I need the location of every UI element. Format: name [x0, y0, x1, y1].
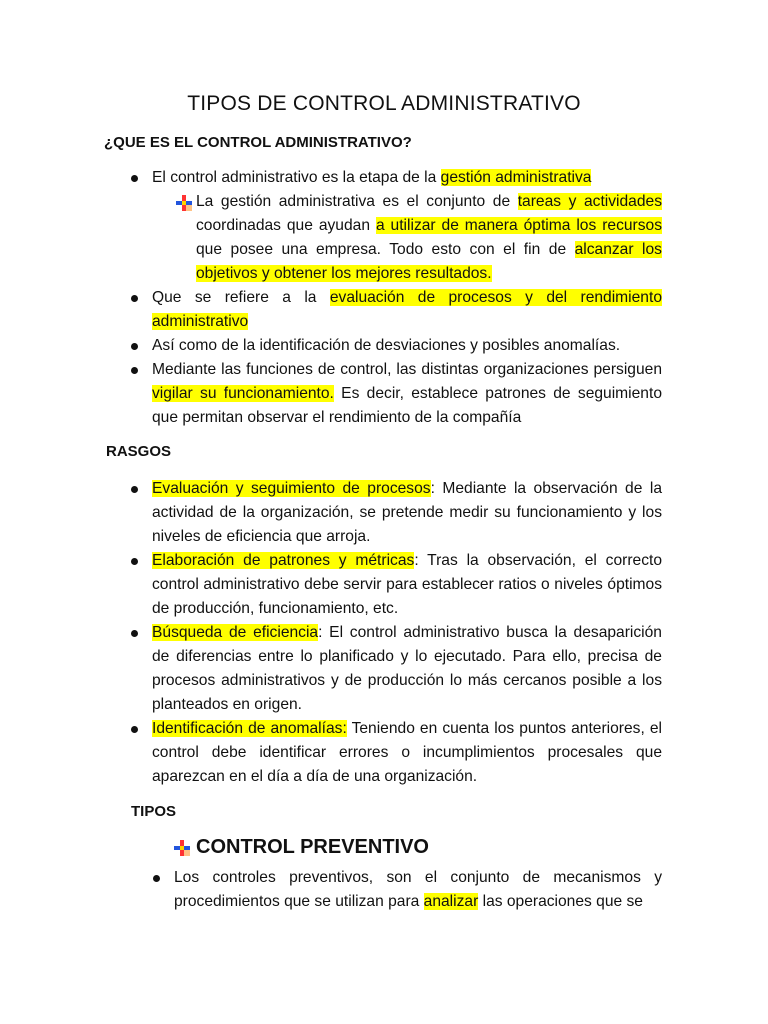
bullet-text: El control administrativo es la etapa de la — [152, 169, 441, 186]
highlighted-text: Elaboración de patrones y métricas — [152, 552, 415, 569]
list-item — [128, 286, 662, 334]
list-item — [128, 358, 662, 430]
highlighted-text: tareas y actividades — [517, 193, 662, 210]
sub-text: que posee una empresa. Todo esto con el fin de — [196, 241, 575, 258]
list-item — [150, 866, 662, 914]
section1-bullet-list — [128, 166, 662, 430]
bullet-text: Mediante las funciones de control, las distintas organizaciones persiguen — [152, 361, 662, 378]
section-heading-rasgos: RASGOS — [106, 443, 172, 460]
highlighted-text: Evaluación y seguimiento de procesos — [152, 480, 431, 497]
subsection-heading-control-preventivo — [172, 836, 429, 859]
highlighted-text: analizar — [423, 893, 479, 910]
sub-text: coordinadas que ayudan — [196, 217, 376, 234]
bullet-text: Que se refiere a la — [152, 289, 330, 306]
highlighted-text: vigilar su funcionamiento. — [152, 385, 334, 402]
rasgos-bullet-list — [128, 477, 662, 789]
list-item — [128, 717, 662, 789]
bullet-text: Es decir, establece patrones de seguimiento que permitan observar el rendimiento de la compañía — [152, 385, 662, 426]
document-title: TIPOS DE CONTROL ADMINISTRATIVO — [187, 92, 581, 115]
highlighted-text: evaluación de procesos y del rendimiento administrativo — [152, 289, 662, 330]
highlighted-text: Identificación de anomalías: — [152, 720, 347, 737]
section-heading-tipos: TIPOS — [131, 803, 177, 820]
highlighted-text: alcanzar los objetivos y obtener los mejores resultados. — [196, 241, 662, 282]
bullet-text: Los controles preventivos, son el conjunto de mecanismos y procedimientos que se utilizan para — [174, 869, 662, 910]
tipos-bullet-list — [150, 866, 662, 914]
plus-flag-icon — [172, 838, 192, 858]
list-item — [128, 477, 662, 549]
sub-list-item — [152, 190, 662, 286]
list-item — [128, 166, 662, 286]
bullet-text: : Mediante la observación de la actividad de la organización, se pretende medir su funcionamiento y los niveles de eficiencia que arroja. — [152, 480, 662, 545]
bullet-text: : Tras la observación, el correcto control administrativo debe servir para establecer ratios o niveles óptimos de producción, funcionamiento, etc. — [152, 552, 662, 617]
highlighted-text: Búsqueda de eficiencia — [152, 624, 319, 641]
highlighted-text: gestión administrativa — [440, 169, 592, 186]
bullet-text: : El control administrativo busca la desaparición de diferencias entre lo planificado y lo ejecutado. Para ello, precisa de procesos administrativos y de producción lo más cercanos posible a los planteados en origen. — [152, 624, 662, 713]
bullet-text: las operaciones que se — [478, 893, 643, 910]
bullet-text: Teniendo en cuenta los puntos anteriores, el control debe identificar errores o incumplimientos procesales que aparezcan en el día a día de una organización. — [152, 720, 662, 785]
list-item — [128, 334, 662, 358]
list-item — [128, 549, 662, 621]
highlighted-text: a utilizar de manera óptima los recursos — [375, 217, 662, 234]
plus-flag-icon — [174, 193, 194, 213]
bullet-text: Así como de la identificación de desviaciones y posibles anomalías. — [152, 337, 621, 354]
sub-text: La gestión administrativa es el conjunto de — [196, 193, 518, 210]
subsection-title: CONTROL PREVENTIVO — [196, 836, 429, 858]
section-heading-que-es: ¿QUE ES EL CONTROL ADMINISTRATIVO? — [104, 134, 412, 151]
list-item — [128, 621, 662, 717]
